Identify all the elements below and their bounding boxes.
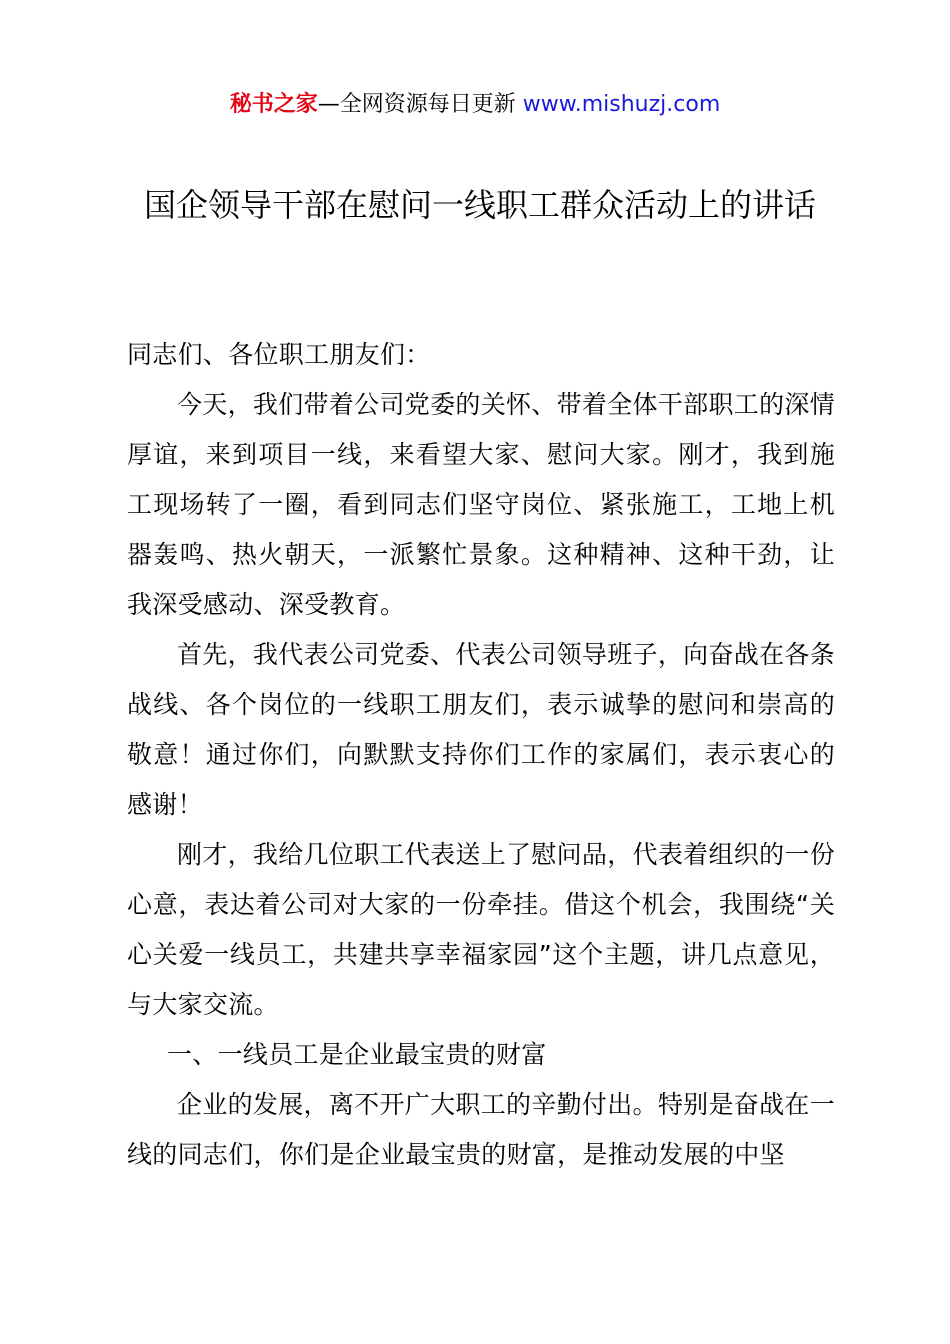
paragraph: 今天，我们带着公司党委的关怀、带着全体干部职工的深情厚谊，来到项目一线，来看望大家、慰问大家。刚才，我到施工现场转了一圈，看到同志们坚守岗位、紧张施工，工地上机器轰鸣、热火朝天，一派繁忙景象。这种精神、这种干劲，让我深受感动、深受教育。 xyxy=(127,390,835,619)
brand-name: 秘书之家 xyxy=(229,92,318,117)
salutation: 同志们、各位职工朋友们： xyxy=(127,340,431,369)
document-body xyxy=(127,330,835,1180)
paragraph: 首先，我代表公司党委、代表公司领导班子，向奋战在各条战线、各个岗位的一线职工朋友们，表示诚挚的慰问和崇高的敬意！通过你们，向默默支持你们工作的家属们，表示衷心的感谢！ xyxy=(127,640,835,819)
site-banner xyxy=(0,88,950,122)
section-heading: 一、一线员工是企业最宝贵的财富 xyxy=(167,1040,547,1069)
document-title: 国企领导干部在慰问一线职工群众活动上的讲话 xyxy=(143,186,816,224)
paragraph: 企业的发展，离不开广大职工的辛勤付出。特别是奋战在一线的同志们，你们是企业最宝贵的财富，是推动发展的中坚 xyxy=(127,1090,835,1169)
paragraph: 刚才，我给几位职工代表送上了慰问品，代表着组织的一份心意，表达着公司对大家的一份牵挂。借这个机会，我围绕“关心关爱一线员工，共建共享幸福家园”这个主题，讲几点意见，与大家交流。 xyxy=(127,840,835,1019)
banner-tagline: —全网资源每日更新 xyxy=(317,92,516,117)
site-url-link[interactable]: www.mishuzj.com xyxy=(522,92,721,117)
